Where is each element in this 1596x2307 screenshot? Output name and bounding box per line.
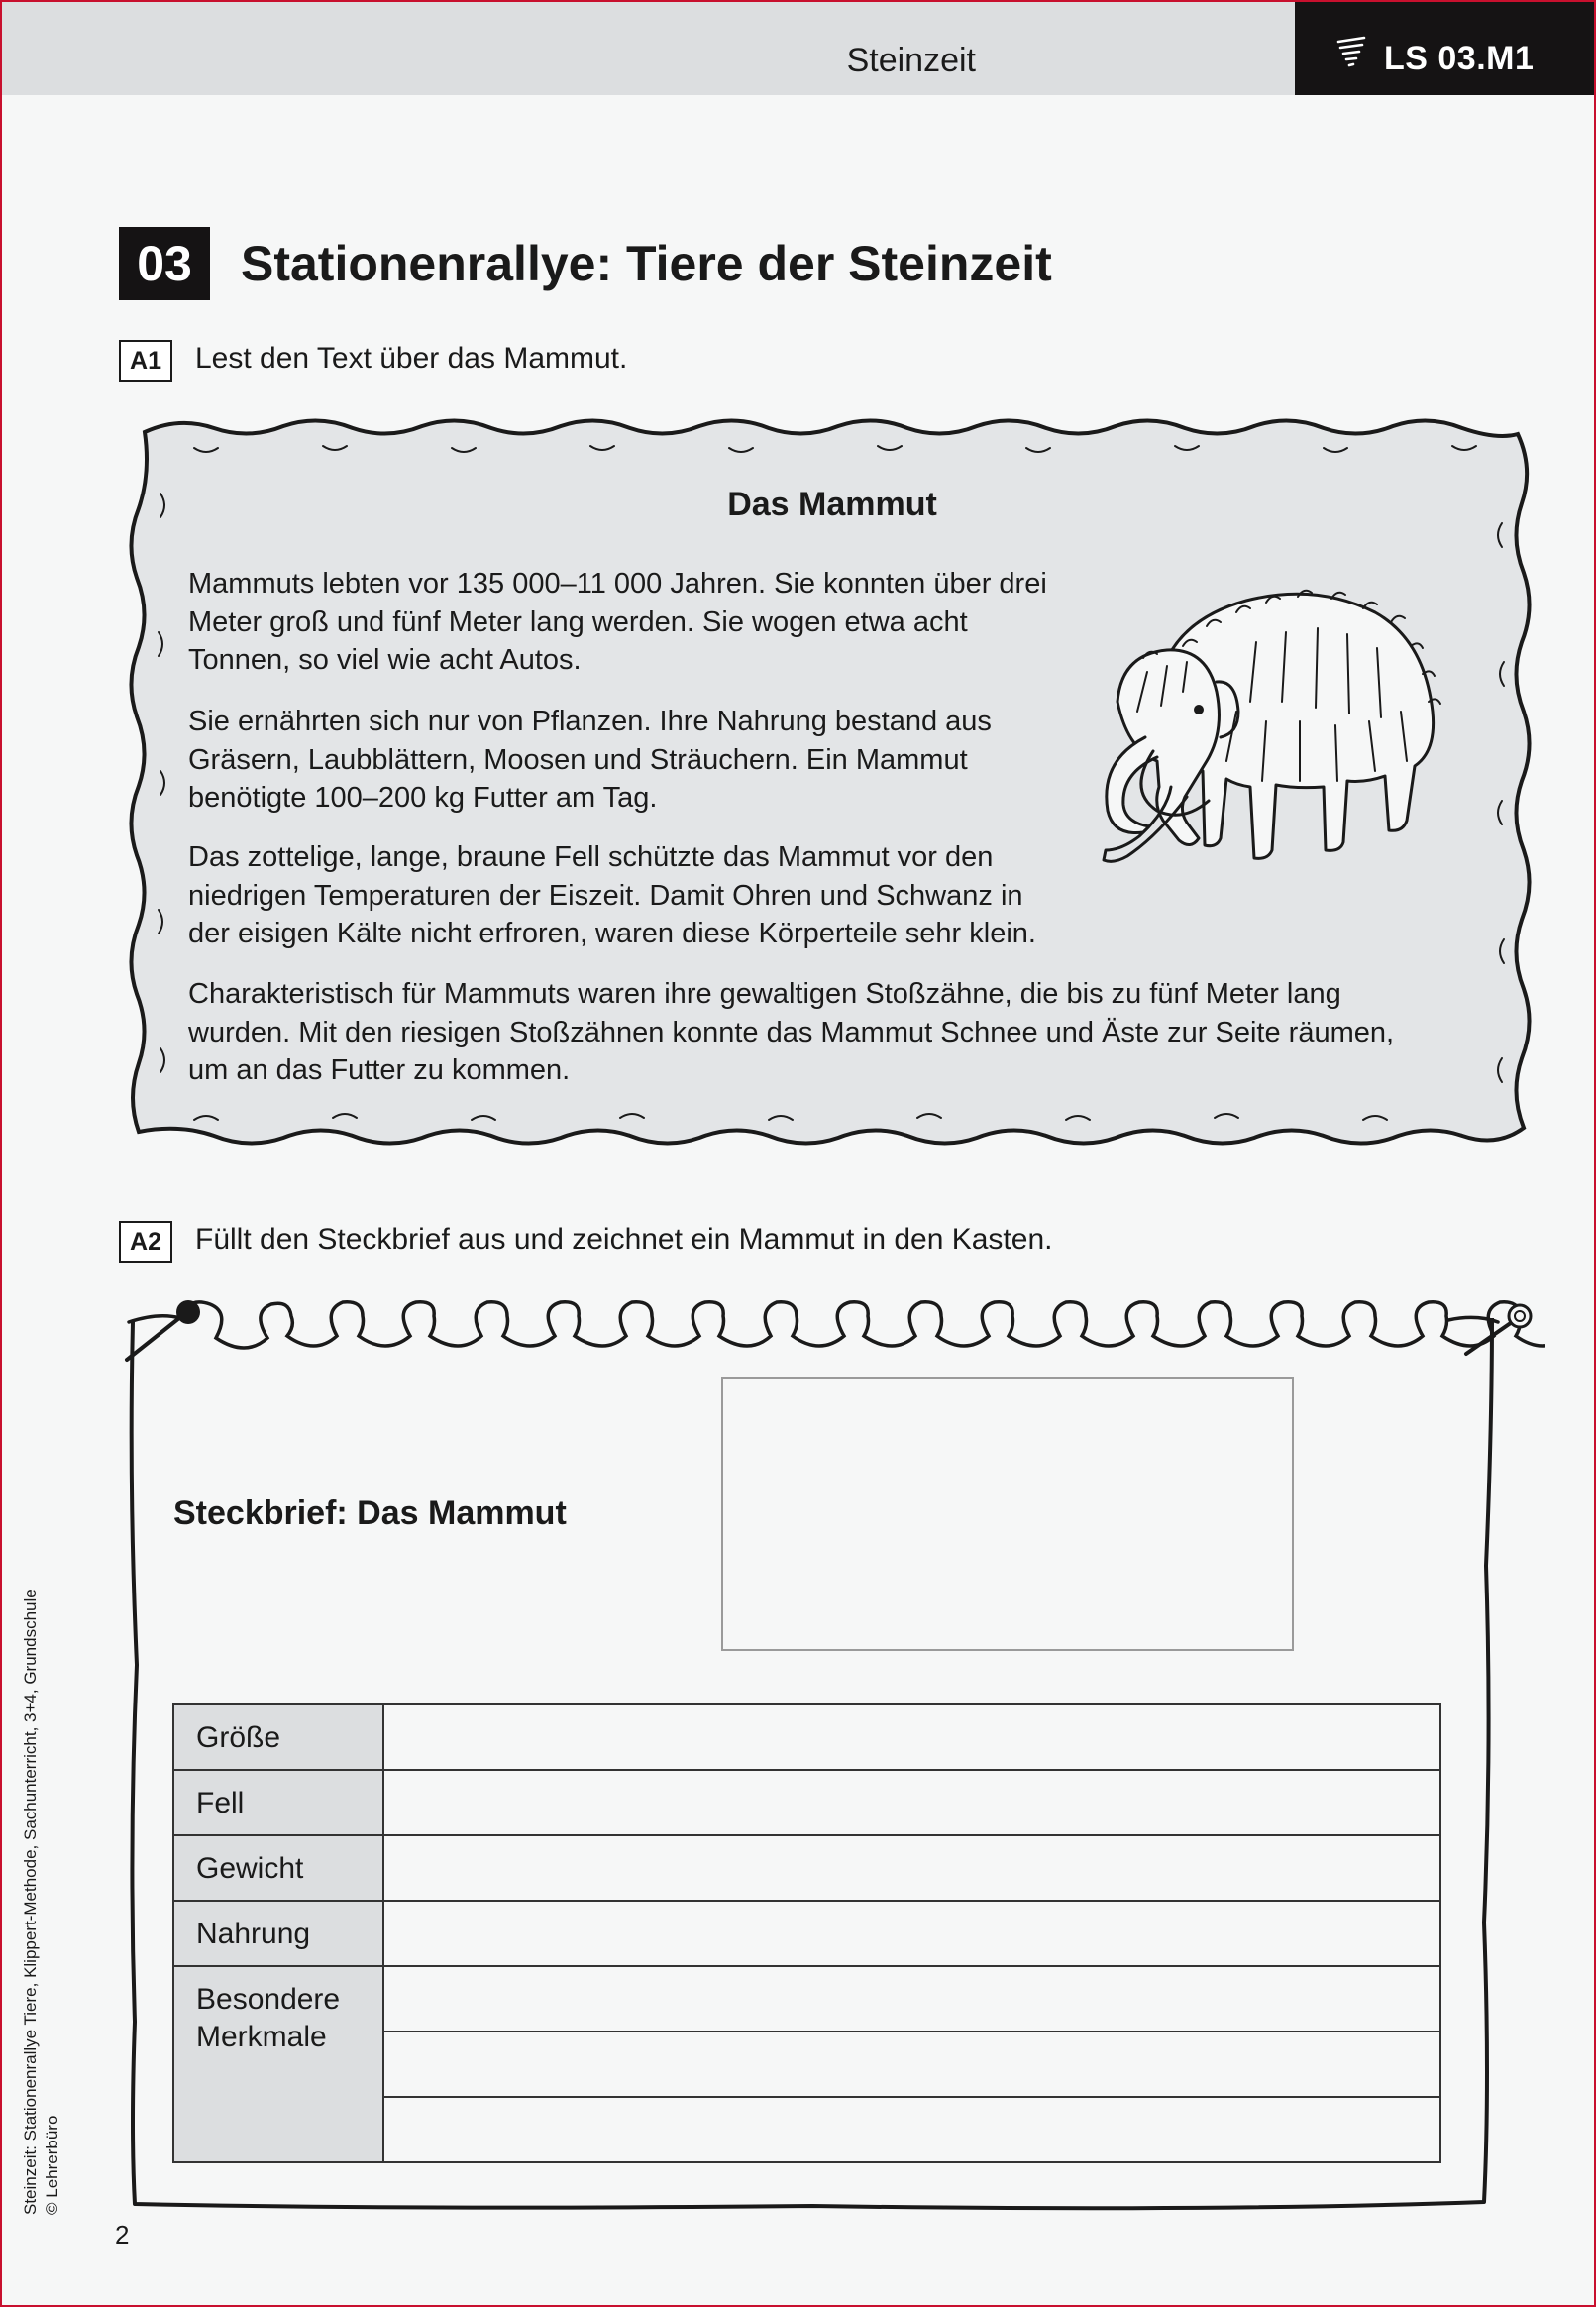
answer-field-merkmale-2[interactable] <box>383 2032 1440 2097</box>
answer-field-groesse[interactable] <box>383 1704 1440 1770</box>
lesson-title: Stationenrallye: Tiere der Steinzeit <box>241 236 1052 291</box>
pin-right-icon <box>1466 1305 1531 1354</box>
table-row <box>173 1704 1440 1770</box>
table-row <box>173 1835 1440 1901</box>
row-label: Nahrung <box>173 1901 383 1966</box>
table-row <box>173 1770 1440 1835</box>
table-row <box>173 1901 1440 1966</box>
paragraph-line: der eisigen Kälte nicht erfroren, waren diese Körperteile sehr klein. <box>188 918 1036 949</box>
row-label: Fell <box>173 1770 383 1835</box>
answer-field-merkmale-1[interactable] <box>383 1966 1440 2032</box>
answer-field-fell[interactable] <box>383 1770 1440 1835</box>
paragraph-4 <box>188 975 1394 1090</box>
task-a2-text: Füllt den Steckbrief aus und zeichnet ein Mammut in den Kasten. <box>195 1223 1053 1256</box>
drawing-box[interactable] <box>721 1377 1294 1651</box>
pin-left-icon <box>127 1300 200 1360</box>
paragraph-3 <box>188 838 1036 953</box>
paragraph-line: Gräsern, Laubblättern, Moosen und Sträuchern. Ein Mammut <box>188 743 968 776</box>
row-label: Größe <box>173 1704 383 1770</box>
copyright-credit <box>20 1589 63 2215</box>
steckbrief-table <box>172 1703 1441 2163</box>
paragraph-line: Tonnen, so viel wie acht Autos. <box>188 644 582 676</box>
header-section-title: Steinzeit <box>846 42 976 79</box>
header-band <box>2 2 1295 95</box>
mammoth-illustration <box>1088 563 1464 890</box>
paragraph-line: wurden. Mit den riesigen Stoßzähnen konnte das Mammut Schnee und Äste zur Seite räumen, <box>188 1016 1395 1048</box>
answer-field-merkmale-3[interactable] <box>383 2097 1440 2162</box>
paragraph-line: niedrigen Temperaturen der Eiszeit. Damit Ohren und Schwanz in <box>188 879 1023 912</box>
paragraph-line: Mammuts lebten vor 135 000–11 000 Jahren. Sie konnten über drei <box>188 568 1047 600</box>
row-label: Gewicht <box>173 1835 383 1901</box>
lesson-code: LS 03.M1 <box>1384 40 1535 77</box>
answer-field-gewicht[interactable] <box>383 1835 1440 1901</box>
header-tag <box>1295 2 1594 95</box>
text-title: Das Mammut <box>727 486 937 523</box>
table-row <box>173 1966 1440 2032</box>
page-number: 2 <box>115 2220 130 2250</box>
answer-field-nahrung[interactable] <box>383 1901 1440 1966</box>
paragraph-line: Meter groß und fünf Meter lang werden. Sie wogen etwa acht <box>188 605 968 638</box>
tornado-logo-icon <box>1334 36 1368 69</box>
steckbrief-title: Steckbrief: Das Mammut <box>173 1494 567 1532</box>
paragraph-line: Das zottelige, lange, braune Fell schützte das Mammut vor den <box>188 841 994 873</box>
credit-line: Steinzeit: Stationenrallye Tiere, Klippert-Methode, Sachunterricht, 3+4, Grundschule <box>21 1589 40 2215</box>
row-label: Besondere Merkmale <box>173 1966 383 2162</box>
paragraph-2 <box>188 703 992 818</box>
credit-line: © Lehrerbüro <box>43 2115 61 2215</box>
paragraph-line: benötigte 100–200 kg Futter am Tag. <box>188 782 658 814</box>
task-badge-a1: A1 <box>119 340 172 382</box>
task-badge-a2: A2 <box>119 1221 172 1263</box>
paragraph-1 <box>188 565 1047 680</box>
paragraph-line: Charakteristisch für Mammuts waren ihre gewaltigen Stoßzähne, die bis zu fünf Meter lang <box>188 978 1341 1010</box>
paragraph-line: Sie ernährten sich nur von Pflanzen. Ihre Nahrung bestand aus <box>188 706 992 737</box>
paragraph-line: um an das Futter zu kommen. <box>188 1054 571 1086</box>
lesson-number: 03 <box>119 227 210 300</box>
task-a1-text: Lest den Text über das Mammut. <box>195 342 628 375</box>
